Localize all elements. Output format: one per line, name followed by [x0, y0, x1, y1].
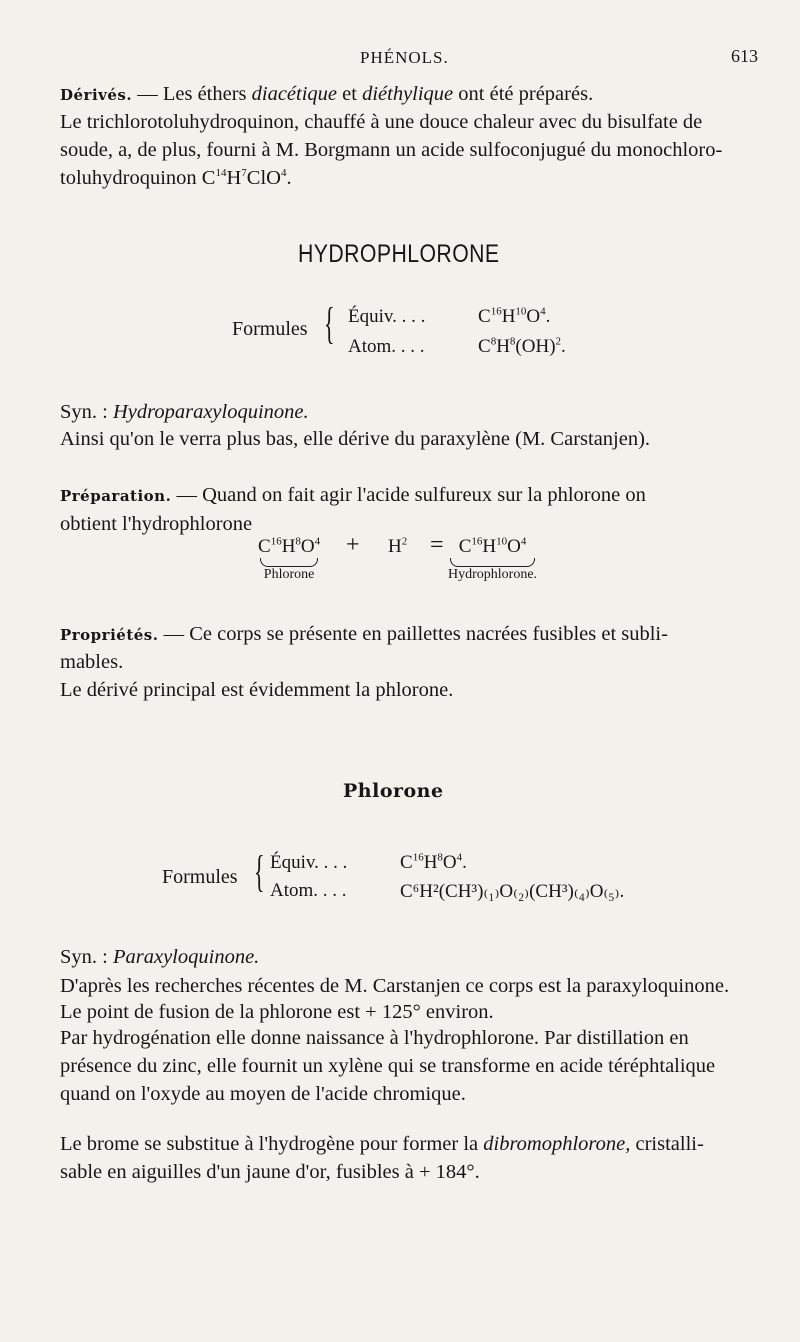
- proprietes-line-2: mables.: [60, 651, 124, 673]
- proprietes-line-1: Propriétés. — Ce corps se présente en paillettes nacrées fusibles et subli-: [60, 623, 668, 645]
- derives-line-4: toluhydroquinon $C^{14}H^7ClO^4$.: [60, 167, 292, 189]
- equation-caption-hydrophlorone: Hydrophlorone.: [448, 567, 538, 582]
- brace-1: {: [324, 299, 335, 348]
- equiv-label-2: Équiv. . . .: [270, 852, 348, 873]
- syn-line-2: Syn. : Paraxyloquinone.: [60, 946, 260, 968]
- equation-plus: +: [346, 532, 360, 558]
- atom-formula-2: C⁶H²(CH³)₍₁₎O₍₂₎(CH³)₍₄₎O₍₅₎.: [400, 881, 625, 902]
- derive-line: Ainsi qu'on le verra plus bas, elle dérive du paraxylène (M. Carstanjen).: [60, 428, 651, 450]
- atom-label-2: Atom. . . .: [270, 880, 347, 901]
- underbrace-left: [260, 558, 318, 567]
- phlorone-p4-line-2: sable en aiguilles d'un jaune d'or, fusibles à + 184°.: [60, 1161, 480, 1183]
- equation-right: $C^{16}H^{10}O^4$ Hydrophlorone.: [448, 535, 538, 582]
- atom-label-1: Atom. . . .: [348, 336, 425, 357]
- phlorone-p3-line-3: quand on l'oxyde au moyen de l'acide chromique.: [60, 1083, 466, 1105]
- derives-line-2: Le trichlorotoluhydroquinon, chauffé à une douce chaleur avec du bisulfate de: [60, 111, 703, 133]
- page-number: 613: [731, 46, 758, 66]
- proprietes-line-3: Le dérivé principal est évidemment la phlorone.: [60, 679, 454, 701]
- phlorone-p4-line-1: Le brome se substitue à l'hydrogène pour former la dibromophlorone, cristalli-: [60, 1133, 704, 1155]
- syn-line-1: Syn. : Hydroparaxyloquinone.: [60, 401, 309, 423]
- equation-equals: =: [430, 532, 444, 558]
- equiv-label-1: Équiv. . . .: [348, 306, 426, 327]
- equiv-formula-1: $C^{16}H^{10}O^4$.: [478, 305, 551, 327]
- preparation-line-2: obtient l'hydrophlorone: [60, 513, 253, 535]
- proprietes-label: Propriétés.: [60, 626, 159, 644]
- phlorone-p2: Le point de fusion de la phlorone est + 125° environ.: [60, 1001, 494, 1023]
- atom-formula-1: $C^8H^8(OH)^2$.: [478, 335, 566, 357]
- formules-label-2: Formules: [162, 866, 238, 888]
- derives-line-3: soude, a, de plus, fourni à M. Borgmann un acide sulfoconjugué du monochloro-: [60, 139, 723, 161]
- section-title-hydrophlorone: HYDROPHLORONE: [298, 240, 500, 268]
- formules-label-1: Formules: [232, 318, 308, 340]
- equation-h2: $H^2$: [388, 535, 408, 557]
- preparation-line-1: Préparation. — Quand on fait agir l'acide sulfureux sur la phlorone on: [60, 484, 646, 506]
- equation-caption-phlorone: Phlorone: [263, 567, 315, 582]
- underbrace-right: [450, 558, 535, 567]
- phlorone-p3-line-2: présence du zinc, elle fournit un xylène qui se transforme en acide téréphtalique: [60, 1055, 716, 1077]
- section-title-phlorone: Phlorone: [343, 780, 444, 802]
- preparation-label: Préparation.: [60, 487, 172, 505]
- phlorone-p1: D'après les recherches récentes de M. Carstanjen ce corps est la paraxyloquinone.: [60, 975, 730, 997]
- running-header-title: PHÉNOLS.: [360, 48, 449, 67]
- equation-left: $C^{16}H^8O^4$ Phlorone: [258, 535, 321, 582]
- derives-label: Dérivés.: [60, 86, 133, 104]
- equiv-formula-2: $C^{16}H^8O^4$.: [400, 851, 467, 873]
- brace-2: {: [254, 847, 265, 896]
- phlorone-p3-line-1: Par hydrogénation elle donne naissance à l'hydrophlorone. Par distillation en: [60, 1027, 689, 1049]
- derives-line-1: Dérivés. — Les éthers diacétique et diéthylique ont été préparés.: [60, 83, 594, 105]
